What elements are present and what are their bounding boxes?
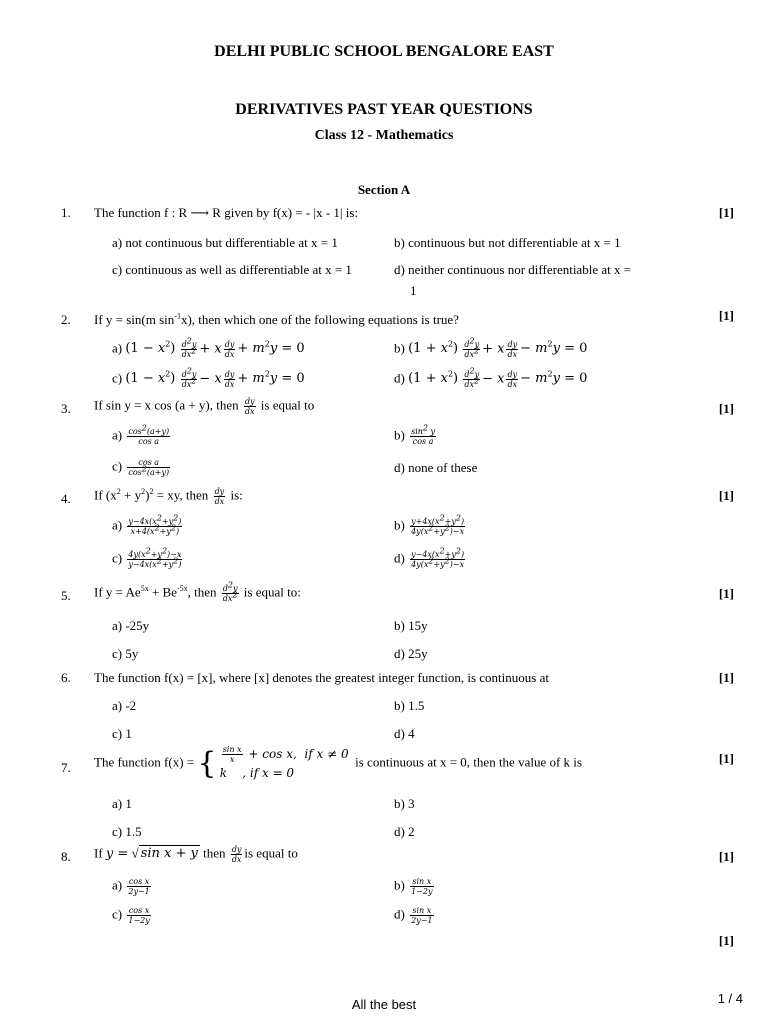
document-title: DERIVATIVES PAST YEAR QUESTIONS [235,101,533,118]
equation-term: − x [199,371,222,387]
option-c [112,906,153,925]
equation-term: − $m^2y = 0$ [520,340,588,357]
option-label: b) [394,340,405,356]
option-c: c) 1 [112,726,132,741]
option-label: a) [112,427,123,443]
option-c: c) 5y [112,646,139,661]
question-text-part: If (x [94,487,117,503]
equation-term: + $m^2y = 0$ [237,370,305,387]
option-a: a) not continuous but differentiable at x = 1 [112,235,338,250]
option-a [112,877,153,896]
question-mark: [1] [718,586,734,601]
fraction: $\frac{d^2y}{dx^2}$ [181,366,197,389]
option-label: a) [112,340,123,356]
fraction: $\frac{dy}{dx}$ [231,845,242,864]
fraction: $\frac{\text{cos a}}{\cos^2(a+y)}$ [128,458,170,477]
equation: $(1 - x^2)$ [125,370,176,387]
question-number: 3. [61,401,71,416]
question-text [94,397,314,416]
footer-text: All the best [351,997,417,1012]
question-text-part: + Be [148,584,177,600]
option-b: b) 3 [394,796,415,811]
fraction: $\frac{y-4x(x^2+y^2)}{4y(x^2+y^2)-x}$ [411,546,465,569]
fraction: $\frac{\text{cos x}}{2y-1}$ [128,877,150,896]
option-b [394,877,436,896]
option-b [394,423,438,446]
option-a [112,336,305,359]
question-text: The function f(x) = [x], where [x] denotes the greatest integer function, is continuous at [94,670,549,685]
option-label: d) [394,550,405,566]
equation-term: − $m^2y = 0$ [520,370,588,387]
section-heading: Section A [357,182,411,197]
fraction: $\frac{\text{sin x}}{1-2y}$ [411,877,433,896]
option-label: c) [112,906,123,922]
exponent: 2 [149,487,154,497]
option-c: c) 1.5 [112,824,142,839]
question-mark: [1] [718,751,734,766]
fraction: $\frac{d^2y}{dx^2}$ [181,336,197,359]
option-a [112,513,184,536]
question-text-part: , then [187,584,217,600]
exponent: 5x [140,584,149,594]
option-b: b) 15y [394,618,428,633]
option-b: b) continuous but not differentiable at x = 1 [394,235,621,250]
option-label: c) [112,370,123,386]
question-mark: [1] [718,308,734,323]
equation-term: − x [482,371,505,387]
option-c [112,366,305,389]
fraction: $\frac{\text{cos x}}{1-2y}$ [128,906,150,925]
question-text-part: is continuous at x = 0, then the value of k is [355,754,582,770]
fraction: $\frac{dy}{dx}$ [224,370,235,389]
option-label: d) [394,906,405,922]
question-text-part: If y = sin(m sin [94,312,175,327]
option-label: b) [394,427,405,443]
question-number: 2. [61,312,71,327]
option-label: b) [394,517,405,533]
exponent: 2 [141,487,146,497]
fraction: $\frac{d^2y}{dx^2}$ [464,366,480,389]
option-a: a) -2 [112,698,137,713]
option-a [112,423,172,446]
option-d: d) 25y [394,646,428,661]
question-text-part: If y = Ae [94,584,141,600]
option-a: a) -25y [112,618,150,633]
fraction: $\frac{dy}{dx}$ [214,487,225,506]
equation-term: + x [482,341,505,357]
fraction: $\frac{dy}{dx}$ [507,370,518,389]
equation: y = [105,846,129,862]
question-text [94,312,459,328]
question-text-part: is equal to [260,397,315,413]
question-text-part: + y [120,487,142,503]
question-mark: [1] [718,933,734,948]
fraction: $\frac{\cos^2(a+y)}{\text{cos a}}$ [128,423,170,446]
equation: $(1 + x^2)$ [408,370,459,387]
question-mark: [1] [718,205,734,220]
question-text-part: The function f(x) = [94,754,195,770]
fraction: $\frac{dy}{dx}$ [244,397,255,416]
school-name: DELHI PUBLIC SCHOOL BENGALORE EAST [214,43,554,60]
option-label: b) [394,877,405,893]
option-label: a) [112,517,123,533]
option-d: d) neither continuous nor differentiable at x = [394,262,632,277]
exponent: -5x [176,584,188,594]
fraction: $\frac{y-4x(x^2+y^2)}{x+4(x^2+y^2)}$ [128,513,182,536]
question-mark: [1] [718,849,734,864]
question-text: If y = √ sin x + y then $\frac{dy}{dx}$ is equal to [94,845,298,864]
question-text-part: then [203,845,226,861]
question-number: 4. [61,491,71,506]
option-d [394,906,436,925]
fraction: $\frac{\text{sin x}}{x}$ [222,745,242,764]
fraction: $\frac{dy}{dx}$ [224,340,235,359]
option-c [112,458,172,477]
piecewise-definition: $\frac{\text{sin x}}{x}$ + cos x, if x ≠ 0 k , if x = 0 [219,745,349,780]
fraction: $\frac{\text{sin x}}{2y-1}$ [411,906,433,925]
equation-term: + x [199,341,222,357]
option-d [394,366,588,389]
option-d: d) 4 [394,726,415,741]
question-text [94,745,582,782]
equation: $(1 - x^2)$ [125,340,176,357]
exponent: 2 [116,487,121,497]
question-mark: [1] [718,401,734,416]
fraction: $\frac{y+4x(x^2+y^2)}{4y(x^2+y^2)-x}$ [411,513,465,536]
question-mark: [1] [718,670,734,685]
option-c: c) continuous as well as differentiable at x = 1 [112,262,352,277]
piecewise-brace: { [197,745,217,781]
question-text-part: x), then which one of the following equations is true? [180,312,459,327]
document-subtitle: Class 12 - Mathematics [314,128,454,143]
equation-term: + $m^2y = 0$ [237,340,305,357]
question-number: 5. [61,588,71,603]
question-number: 6. [61,670,71,685]
equation: $(1 + x^2)$ [408,340,459,357]
option-c [112,546,184,569]
question-text-part: If sin y = x cos (a + y), then [94,397,239,413]
question-text-part: = xy, then [153,487,209,503]
option-b [394,513,467,536]
fraction: $\frac{d^2y}{dx^2}$ [222,580,238,603]
option-b [394,336,588,359]
question-mark: [1] [718,488,734,503]
fraction: $\frac{4y(x^2+y^2)-x}{y-4x(x^2+y^2)}$ [128,546,182,569]
question-number: 1. [61,205,71,220]
question-text-part: If [94,845,103,861]
question-text [94,487,243,506]
fraction: $\frac{dy}{dx}$ [507,340,518,359]
square-root: sin x + y [140,846,198,862]
option-label: d) [394,370,405,386]
option-d: d) 2 [394,824,415,839]
question-text-part: ) [145,487,150,503]
question-text-part: is equal to: [243,584,301,600]
option-b: b) 1.5 [394,698,425,713]
option-a: a) 1 [112,796,132,811]
fraction: $\frac{\sin^2 y}{\text{cos a}}$ [411,423,436,446]
question-number: 7. [61,760,71,775]
question-text-part: is equal to [244,845,298,861]
option-d-continued: 1 [410,283,417,298]
question-text [94,580,301,603]
question-text: The function f : R ⟶ R given by f(x) = - |x - 1| is: [94,205,359,220]
option-d: d) none of these [394,460,478,475]
option-d [394,546,467,569]
page-number: 1 / 4 [717,991,743,1006]
question-number: 8. [61,849,71,864]
option-label: a) [112,877,123,893]
question-text-part: is: [230,487,243,503]
option-label: c) [112,550,123,566]
option-label: c) [112,458,123,474]
fraction: $\frac{d^2y}{dx^2}$ [464,336,480,359]
exponent: -1 [174,311,181,321]
